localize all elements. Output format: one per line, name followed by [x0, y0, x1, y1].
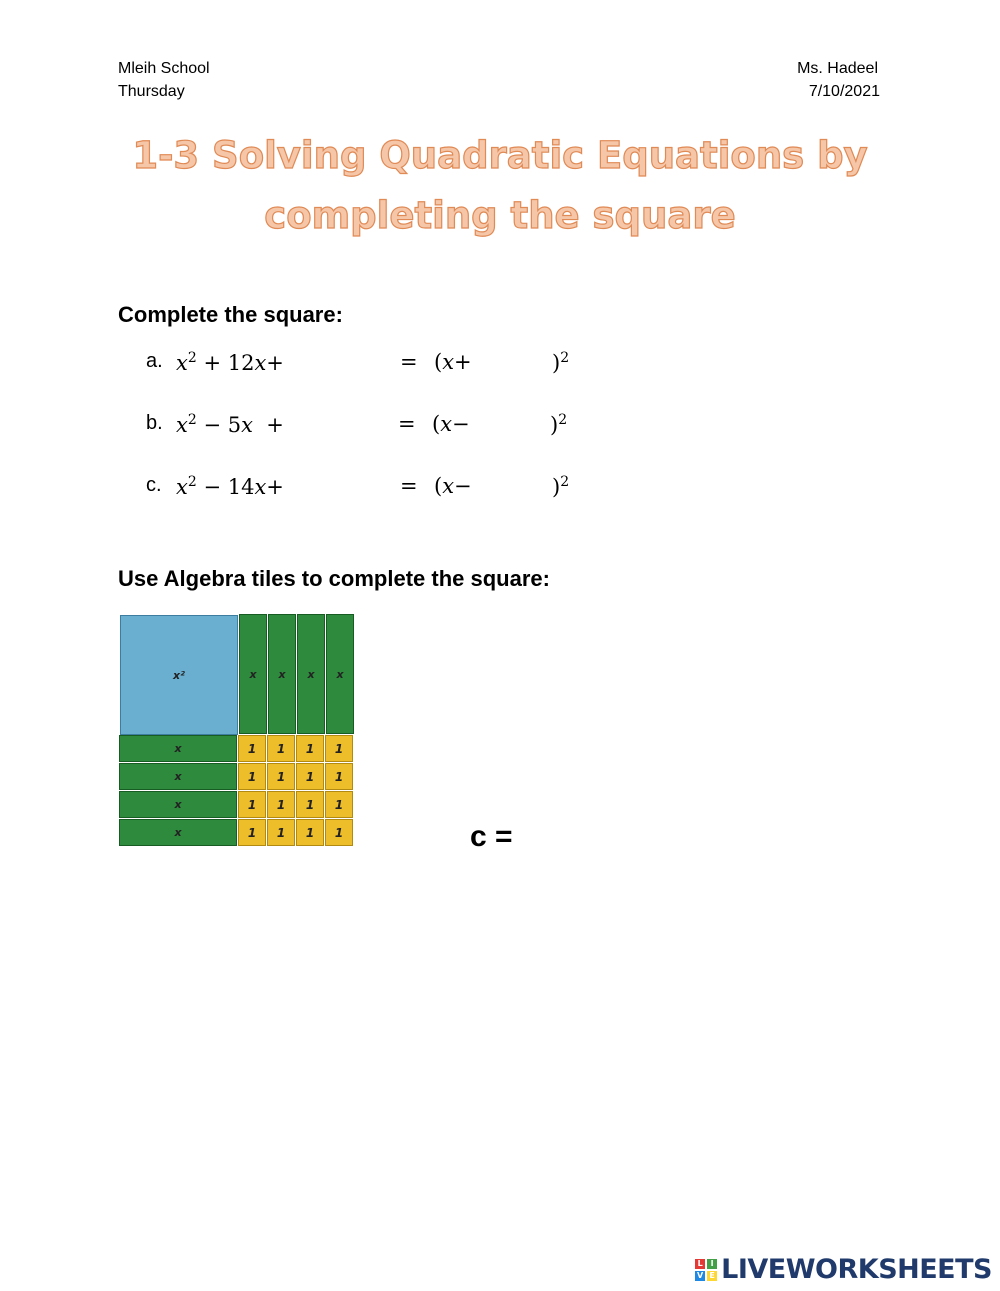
unit-tile: 1 [267, 819, 295, 846]
unit-tile: 1 [296, 763, 324, 790]
unit-tile: 1 [238, 763, 266, 790]
title-line-1: 1-3 Solving Quadratic Equations by [132, 134, 868, 177]
unit-tile: 1 [325, 735, 353, 762]
unit-tile: 1 [238, 791, 266, 818]
c-equals-label: c = [470, 820, 513, 853]
answer-blank-c-constant[interactable] [302, 474, 366, 500]
unit-tile: 1 [267, 791, 295, 818]
x-tile-horizontal: x [119, 735, 237, 762]
section-heading-algebra-tiles: Use Algebra tiles to complete the square: [118, 566, 550, 591]
day-label: Thursday [118, 83, 185, 100]
equals-sign: = [400, 474, 418, 498]
equation-rhs-close: )$^2$ [552, 350, 570, 375]
equation-b [146, 412, 666, 452]
equation-a [146, 350, 666, 390]
date-label: 7/10/2021 [808, 83, 880, 100]
unit-tile: 1 [296, 791, 324, 818]
unit-tile: 1 [325, 763, 353, 790]
section-heading-complete-square: Complete the square: [118, 302, 343, 327]
answer-blank-a-constant[interactable] [302, 350, 366, 376]
logo-block: V [697, 1270, 704, 1280]
equation-lhs: $x^2 + 12x+$ [176, 350, 284, 375]
equation-rhs-open: (x− [432, 412, 470, 436]
equation-lhs: $x^2 - 5x$ + [176, 412, 284, 437]
equation-label: c. [146, 474, 162, 496]
logo-block: I [707, 1259, 717, 1269]
unit-tile: 1 [267, 763, 295, 790]
logo-wordmark: LIVEWORKSHEETS [721, 1254, 992, 1285]
title-line-2: completing the square [264, 194, 736, 237]
equals-sign: = [398, 412, 416, 436]
school-name: Mleih School [118, 60, 210, 77]
x-tile-vertical: x [239, 614, 267, 734]
logo-mark-icon [695, 1259, 717, 1281]
equation-c [146, 474, 666, 514]
equals-sign: = [400, 350, 418, 374]
equation-label: a. [146, 350, 163, 372]
x-squared-tile: x² [120, 615, 238, 735]
answer-blank-c-value[interactable] [522, 826, 606, 858]
x-tile-horizontal: x [119, 791, 237, 818]
teacher-name: Ms. Hadeel [797, 60, 878, 77]
x-tile-vertical: x [326, 614, 354, 734]
logo-block: E [707, 1271, 717, 1281]
equation-label: b. [146, 412, 163, 434]
unit-tile: 1 [296, 735, 324, 762]
worksheet-title [0, 126, 1000, 246]
unit-tile: 1 [267, 735, 295, 762]
answer-blank-b-constant[interactable] [302, 412, 366, 438]
x-tile-vertical: x [268, 614, 296, 734]
unit-tile: 1 [325, 819, 353, 846]
equation-lhs: $x^2 - 14x+$ [176, 474, 284, 499]
x-tile-vertical: x [297, 614, 325, 734]
answer-blank-b-root[interactable] [484, 412, 552, 438]
unit-tile: 1 [238, 735, 266, 762]
answer-blank-c-root[interactable] [484, 474, 552, 500]
equation-rhs-open: (x+ [434, 350, 472, 374]
answer-blank-a-root[interactable] [484, 350, 552, 376]
algebra-tiles-grid [118, 614, 358, 850]
equation-rhs-close: )$^2$ [550, 412, 568, 437]
equation-rhs-open: (x− [434, 474, 472, 498]
liveworksheets-logo [695, 1254, 992, 1285]
x-tile-horizontal: x [119, 763, 237, 790]
unit-tile: 1 [238, 819, 266, 846]
equation-rhs-close: )$^2$ [552, 474, 570, 499]
unit-tile: 1 [296, 819, 324, 846]
x-tile-horizontal: x [119, 819, 237, 846]
logo-block: L [695, 1259, 705, 1269]
unit-tile: 1 [325, 791, 353, 818]
